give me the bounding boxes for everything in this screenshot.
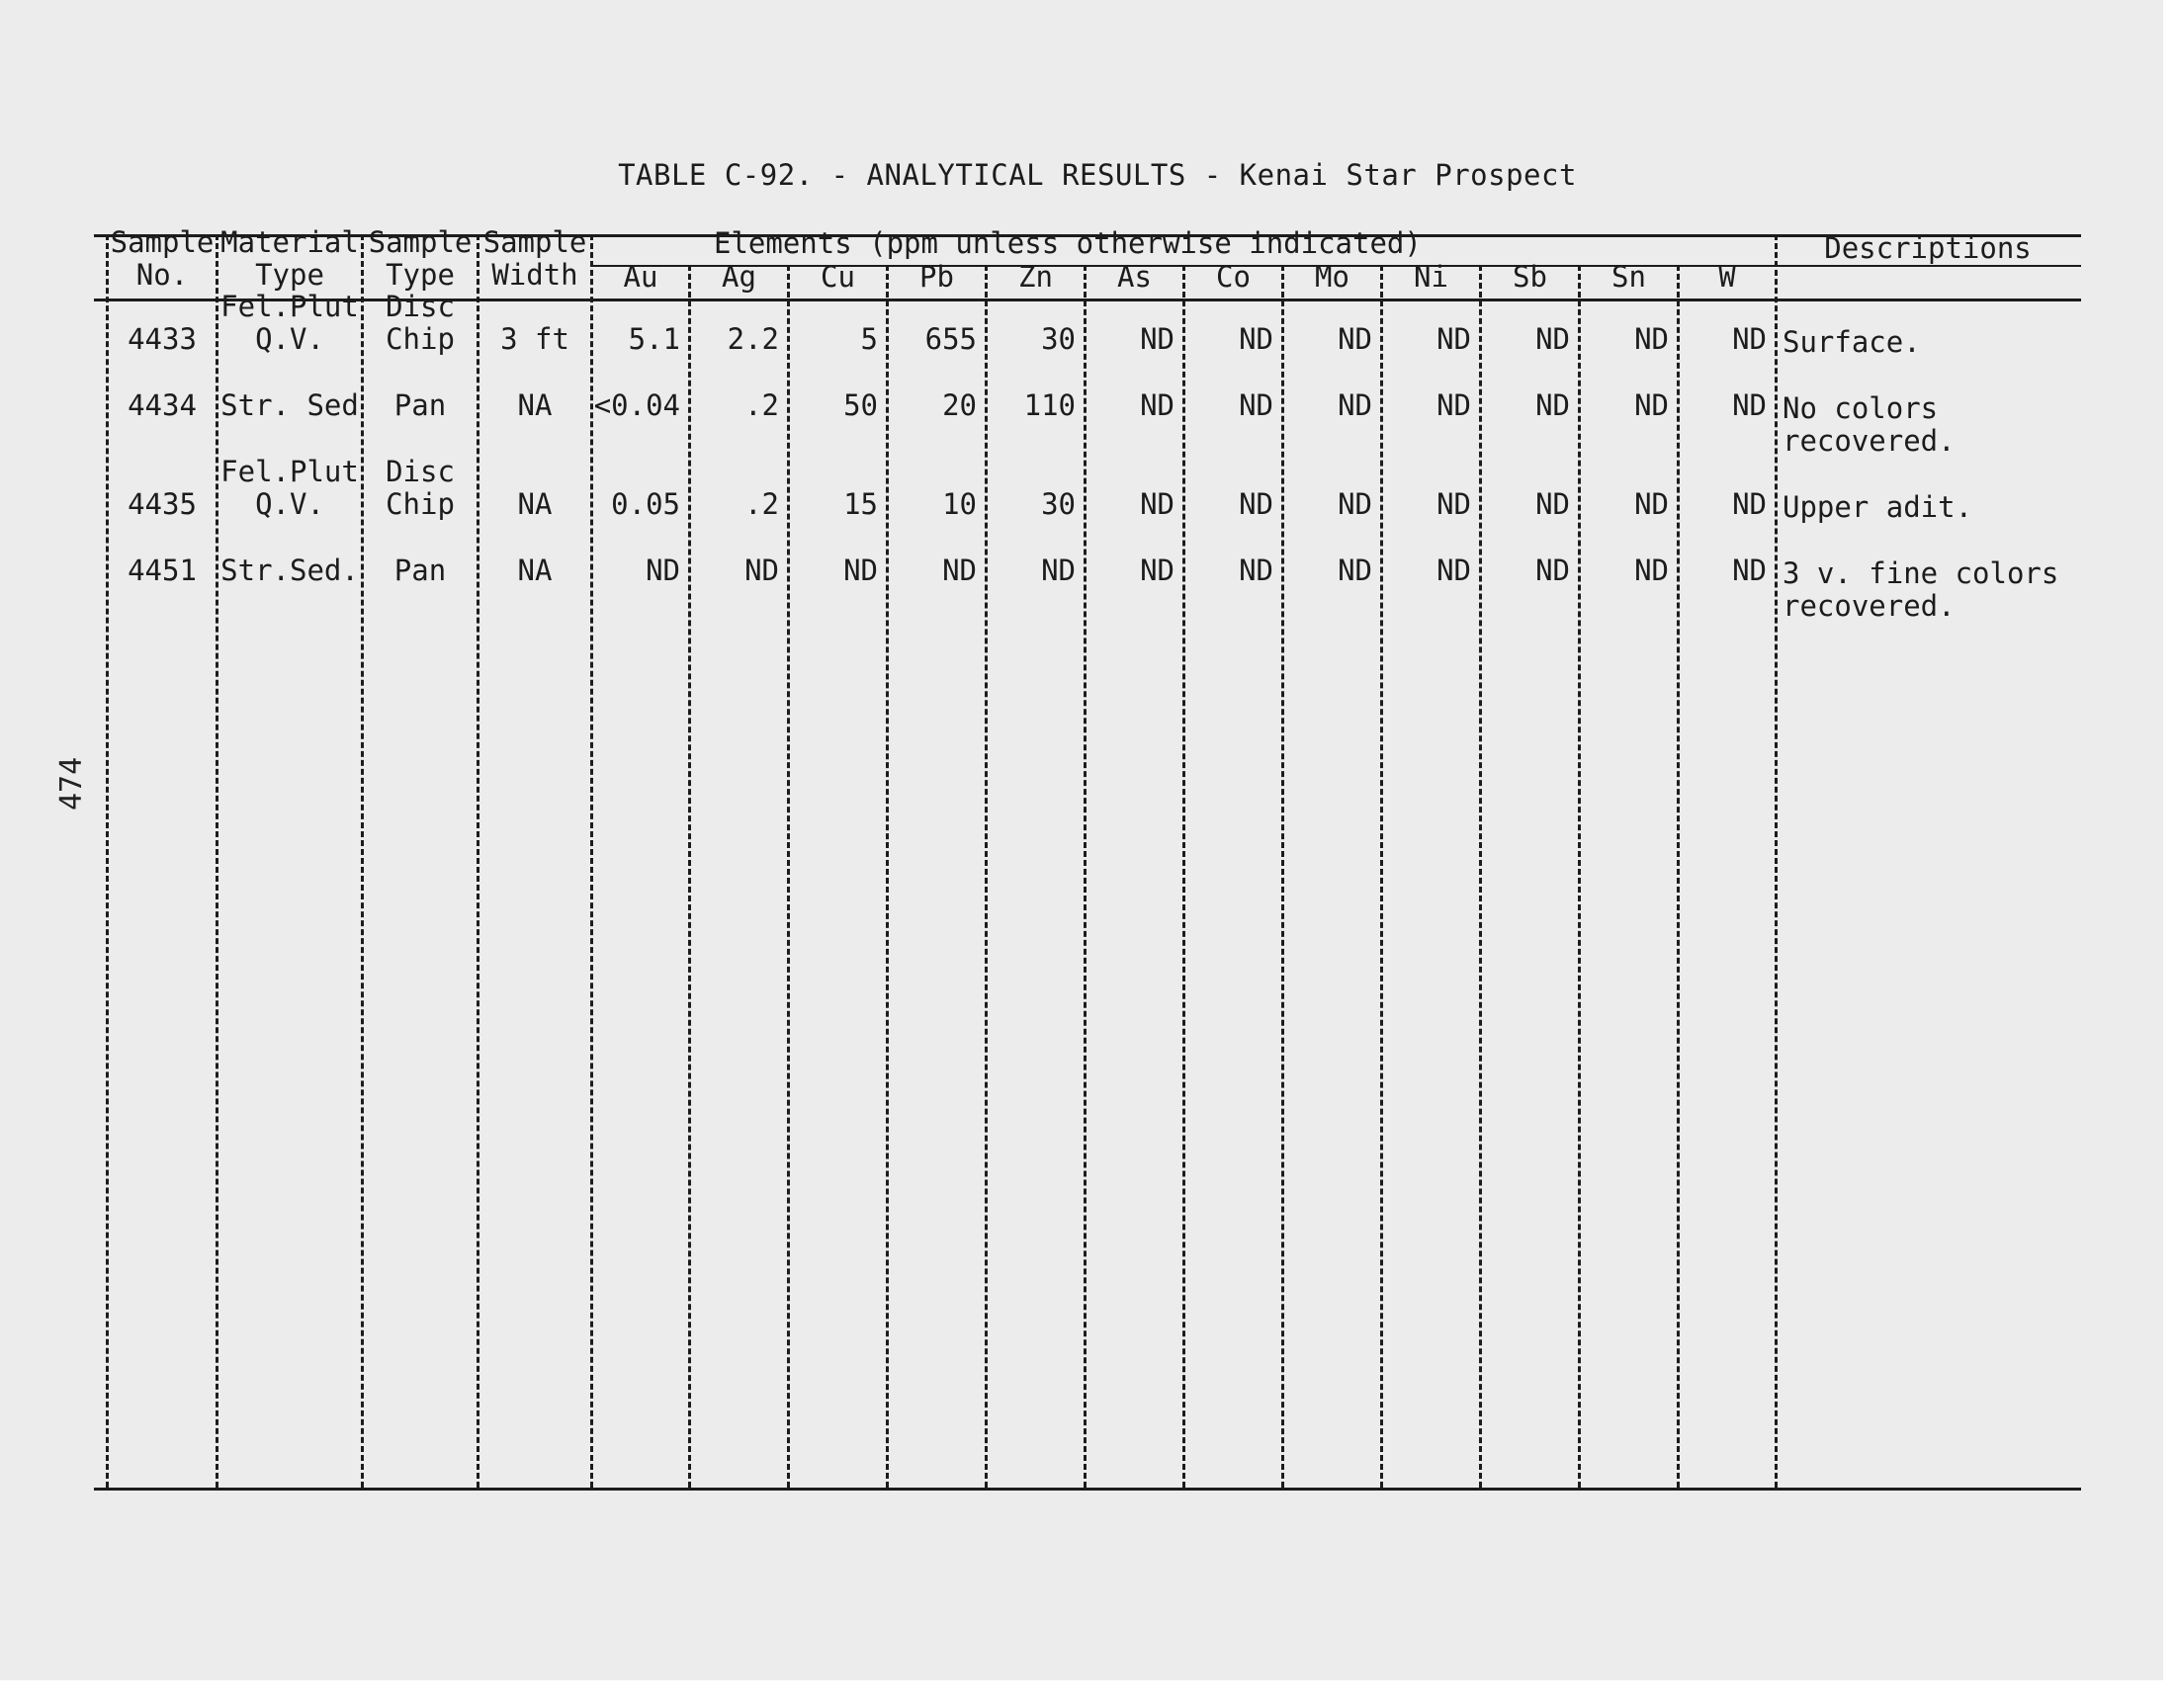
column-divider <box>985 265 988 1488</box>
column-divider <box>886 265 889 1488</box>
cell-value-sb: ND <box>1535 322 1570 356</box>
header-element-co: Co <box>1216 260 1251 294</box>
cell-sample-type: Disc <box>386 455 455 488</box>
cell-value-au: ND <box>646 554 680 587</box>
header-sample-type: Sample <box>368 225 473 259</box>
cell-sample-no: 4451 <box>128 554 197 587</box>
header-descriptions: Descriptions <box>1824 231 2032 265</box>
cell-value-sn: ND <box>1634 554 1669 587</box>
header-element-sn: Sn <box>1611 260 1646 294</box>
cell-value-mo: ND <box>1338 487 1372 521</box>
cell-sample-width: NA <box>517 388 553 422</box>
cell-value-pb: 10 <box>942 487 977 521</box>
header-sample-type: Type <box>386 258 455 292</box>
cell-value-mo: ND <box>1338 388 1372 422</box>
header-element-zn: Zn <box>1018 260 1053 294</box>
cell-sample-type: Disc <box>386 290 455 323</box>
cell-value-ni: ND <box>1436 388 1471 422</box>
cell-value-mo: ND <box>1338 554 1372 587</box>
column-divider <box>1281 265 1284 1488</box>
header-element-ni: Ni <box>1414 260 1448 294</box>
cell-value-ag: ND <box>744 554 779 587</box>
column-divider <box>216 234 218 1488</box>
cell-sample-type: Pan <box>393 388 447 422</box>
header-element-cu: Cu <box>821 260 855 294</box>
cell-value-sb: ND <box>1535 487 1570 521</box>
header-element-pb: Pb <box>919 260 954 294</box>
cell-value-w: ND <box>1732 487 1767 521</box>
header-sample-no: Sample <box>110 225 215 259</box>
cell-value-w: ND <box>1732 388 1767 422</box>
cell-value-co: ND <box>1239 554 1273 587</box>
column-divider <box>1182 265 1185 1488</box>
cell-value-w: ND <box>1732 322 1767 356</box>
header-material-type: Material <box>220 225 359 259</box>
cell-material-type: Str.Sed. <box>220 554 359 587</box>
cell-sample-no: 4435 <box>128 487 197 521</box>
cell-value-ni: ND <box>1436 487 1471 521</box>
cell-material-type: Str. Sed <box>220 388 359 422</box>
cell-value-sn: ND <box>1634 322 1669 356</box>
cell-value-sb: ND <box>1535 554 1570 587</box>
column-divider <box>361 234 364 1488</box>
column-divider <box>787 265 790 1488</box>
bottom-rule <box>94 1488 2081 1491</box>
cell-value-co: ND <box>1239 388 1273 422</box>
cell-value-co: ND <box>1239 322 1273 356</box>
column-divider <box>1578 265 1581 1488</box>
cell-value-zn: ND <box>1041 554 1076 587</box>
cell-value-cu: 5 <box>860 322 878 356</box>
header-element-mo: Mo <box>1315 260 1349 294</box>
cell-value-w: ND <box>1732 554 1767 587</box>
header-elements-group: Elements (ppm unless otherwise indicated) <box>714 226 1422 260</box>
cell-value-as: ND <box>1140 487 1174 521</box>
column-divider <box>688 265 691 1488</box>
cell-value-ni: ND <box>1436 554 1471 587</box>
header-element-au: Au <box>623 260 658 294</box>
cell-value-pb: ND <box>942 554 977 587</box>
cell-material-type: Q.V. <box>255 487 324 521</box>
cell-value-sn: ND <box>1634 388 1669 422</box>
cell-value-ag: .2 <box>744 388 779 422</box>
cell-sample-type: Chip <box>386 322 455 356</box>
cell-sample-type: Pan <box>393 554 447 587</box>
cell-value-cu: 15 <box>843 487 878 521</box>
cell-value-sn: ND <box>1634 487 1669 521</box>
cell-sample-width: NA <box>517 554 553 587</box>
cell-description: 3 v. fine colors recovered. <box>1783 556 2059 623</box>
table-title: TABLE C-92. - ANALYTICAL RESULTS - Kenai Star Prospect <box>618 158 1577 192</box>
cell-description: Surface. <box>1783 325 1921 359</box>
cell-material-type: Fel.Plut <box>220 290 359 323</box>
header-element-ag: Ag <box>722 260 756 294</box>
cell-value-cu: 50 <box>843 388 878 422</box>
cell-value-cu: ND <box>843 554 878 587</box>
header-element-as: As <box>1117 260 1152 294</box>
cell-value-zn: 110 <box>1023 388 1076 422</box>
cell-sample-type: Chip <box>386 487 455 521</box>
cell-sample-no: 4433 <box>128 322 197 356</box>
cell-material-type: Q.V. <box>255 322 324 356</box>
cell-value-zn: 30 <box>1041 322 1076 356</box>
cell-value-ni: ND <box>1436 322 1471 356</box>
cell-value-ag: 2.2 <box>727 322 779 356</box>
margin-page-number: 474 <box>54 756 89 811</box>
cell-value-au: 5.1 <box>628 322 680 356</box>
header-element-w: W <box>1718 260 1736 294</box>
cell-value-co: ND <box>1239 487 1273 521</box>
column-divider <box>1380 265 1383 1488</box>
cell-value-sb: ND <box>1535 388 1570 422</box>
cell-value-as: ND <box>1140 554 1174 587</box>
cell-value-mo: ND <box>1338 322 1372 356</box>
cell-value-ag: .2 <box>744 487 779 521</box>
cell-material-type: Fel.Plut <box>220 455 359 488</box>
cell-value-au: <0.04 <box>593 388 680 422</box>
cell-value-as: ND <box>1140 322 1174 356</box>
header-sample-width: Sample <box>482 225 587 259</box>
cell-value-as: ND <box>1140 388 1174 422</box>
column-divider <box>1084 265 1087 1488</box>
cell-value-au: 0.05 <box>611 487 680 521</box>
column-divider <box>1479 265 1482 1488</box>
header-element-sb: Sb <box>1513 260 1547 294</box>
cell-sample-width: 3 ft <box>500 322 569 356</box>
cell-description: Upper adit. <box>1783 490 1973 524</box>
column-divider <box>1775 234 1778 1488</box>
header-sample-no: No. <box>135 258 189 292</box>
cell-sample-no: 4434 <box>128 388 197 422</box>
column-divider <box>1677 265 1680 1488</box>
cell-value-pb: 655 <box>924 322 977 356</box>
cell-value-zn: 30 <box>1041 487 1076 521</box>
header-sample-width: Width <box>491 258 578 292</box>
cell-description: No colors recovered. <box>1783 391 1956 458</box>
column-divider <box>106 234 109 1488</box>
column-divider <box>477 234 479 1488</box>
header-material-type: Type <box>255 258 324 292</box>
cell-sample-width: NA <box>517 487 553 521</box>
cell-value-pb: 20 <box>942 388 977 422</box>
column-divider <box>590 234 593 1488</box>
